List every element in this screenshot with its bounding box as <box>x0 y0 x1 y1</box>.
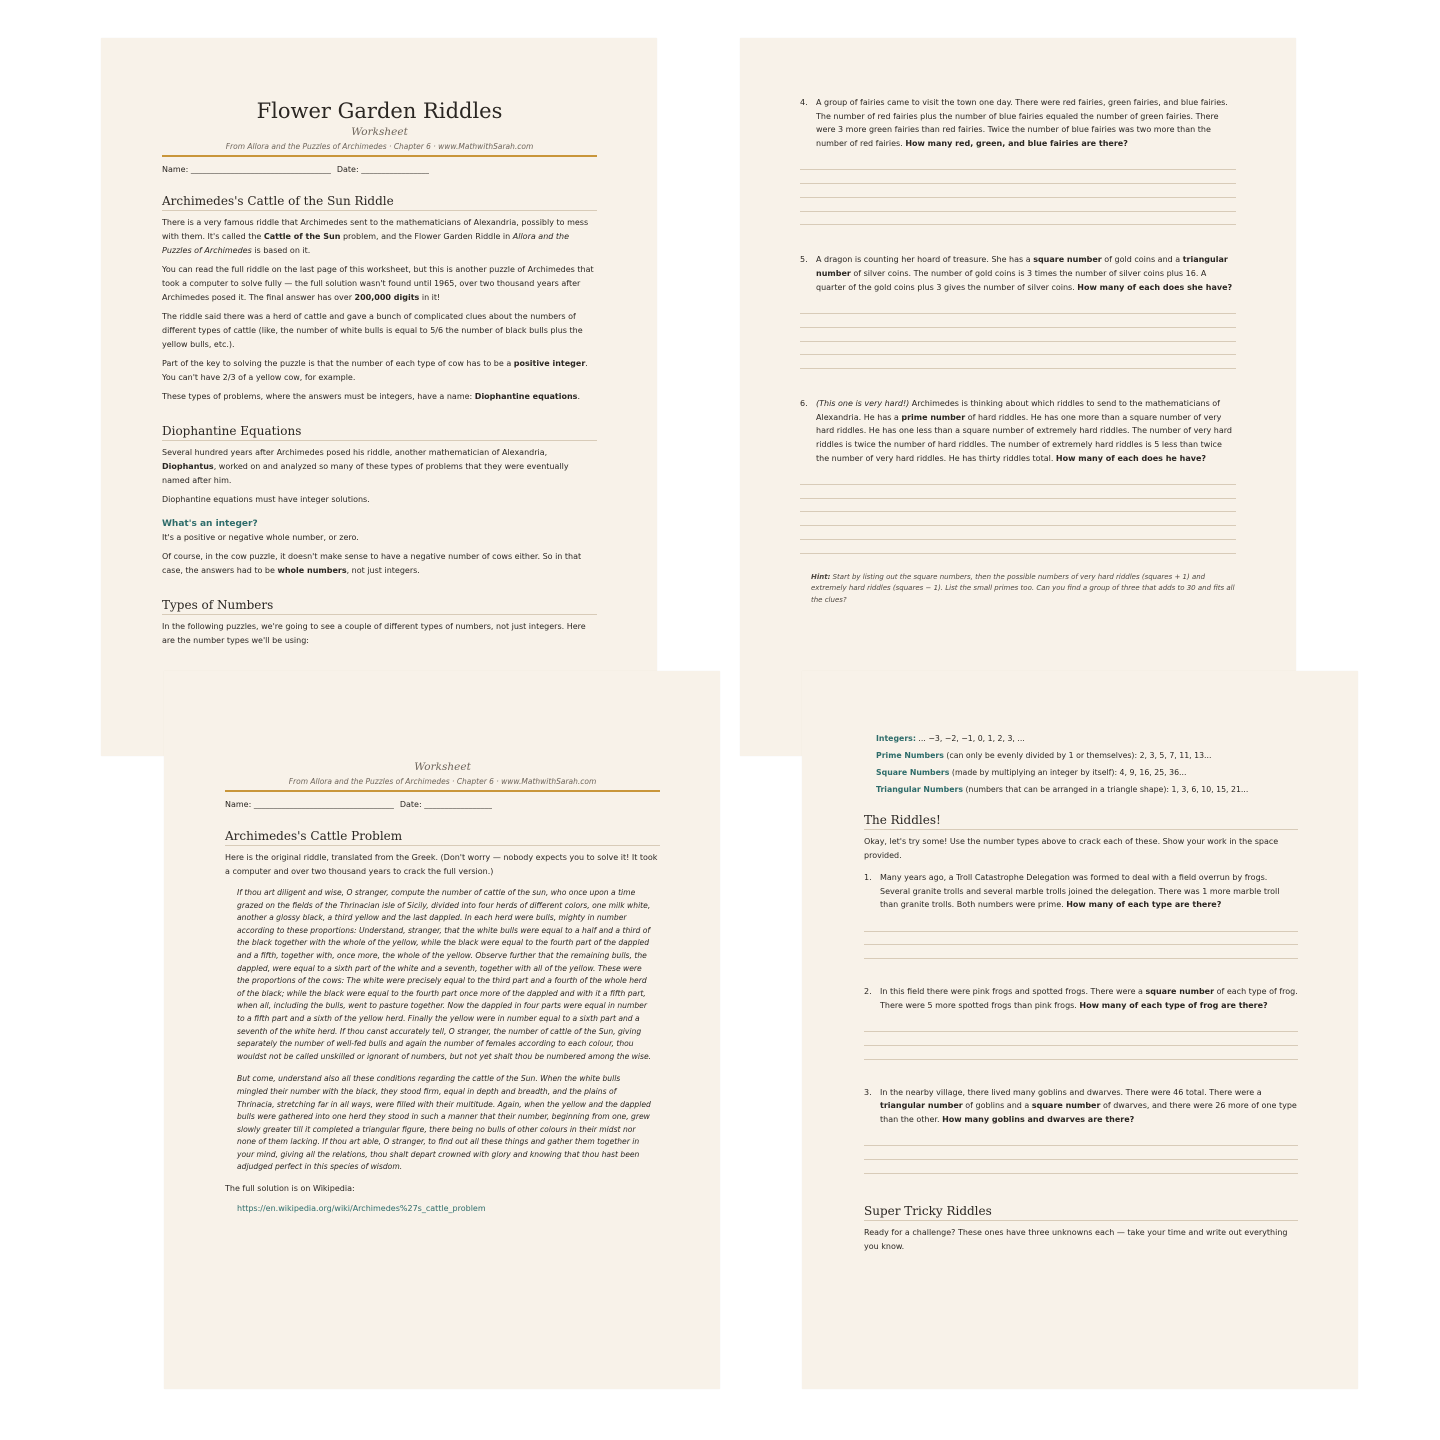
problem-6: 6. (This one is very hard!) Archimedes is thinking about which riddles to send to the mathematicians of Alexandria. He has a prime number of hard riddles. He has one more than a square number of very hard riddles. He has one less than a square number of extremely hard riddles. The number of very hard riddles is twice the number of hard riddles. The number of extremely hard riddles is 5 less than twice the number of very hard riddles. He has thirty riddles total. How many of each does he have? <box>800 399 1232 463</box>
source-line: From Allora and the Puzzles of Archimedes · Chapter 6 · www.MathwithSarah.com <box>288 777 597 786</box>
section-heading: Archimedes's Cattle of the Sun Riddle <box>162 194 597 211</box>
paragraph: Several hundred years after Archimedes posed his riddle, another mathematician of Alexandria, Diophantus, worked on and analyzed so many of these types of problems that they were eventually named after him. <box>162 448 569 485</box>
answer-lines[interactable] <box>800 471 1236 554</box>
hint-note: Hint: Start by listing out the square numbers, then the possible numbers of very hard riddles (squares + 1) and extremely hard riddles (squares − 1). List the small primes too. Can you find a group of three that adds to 30 and fits all the clues? <box>811 572 1235 604</box>
paragraph: These types of problems, where the answers must be integers, have a name: Diophantine equations. <box>162 392 580 401</box>
answer-lines[interactable] <box>864 1018 1298 1059</box>
wikipedia-link[interactable]: https://en.wikipedia.org/wiki/Archimedes%27s_cattle_problem <box>237 1204 486 1214</box>
header-rule <box>162 155 597 157</box>
number-types-list <box>876 732 1298 797</box>
answer-lines[interactable] <box>800 156 1236 225</box>
paragraph: In the following puzzles, we're going to see a couple of different types of numbers, not just integers. Here are the number types we'll be using: <box>162 622 586 645</box>
name-date-row <box>225 800 660 809</box>
paragraph: Of course, in the cow puzzle, it doesn't make sense to have a negative number of cows either. So in that case, the answers had to be whole numbers, not just integers. <box>162 552 582 575</box>
name-date-row <box>162 165 597 174</box>
worksheet-page-2 <box>740 38 1296 756</box>
section-heading: Types of Numbers <box>162 598 597 615</box>
section-heading: The Riddles! <box>864 813 1298 830</box>
header-rule <box>225 790 660 792</box>
problem-5: 5. A dragon is counting her hoard of treasure. She has a square number of gold coins and a triangular number of silver coins. The number of gold coins is 3 times the number of silver coins plus 16. A quarter of the gold coins plus 3 gives the number of silver coins. How many of each does she have? <box>800 255 1233 292</box>
problem-3: 3. In the nearby village, there lived many goblins and dwarves. There were 46 total. There were a triangular number of goblins and a square number of dwarves, and there were 26 more of one type than the other. How many goblins and dwarves are there? <box>864 1087 1297 1124</box>
answer-lines[interactable] <box>864 918 1298 959</box>
list-item: Prime Numbers (can only be evenly divided by 1 or themselves): 2, 3, 5, 7, 11, 13... <box>876 751 1212 760</box>
section-heading: Diophantine Equations <box>162 424 597 441</box>
riddle-quote: But come, understand also all these conditions regarding the cattle of the Sun. When the white bulls mingled their number with the black, they stood firm, equal in depth and breadth, and the plains of Thrinacia, stretching far in all ways, were filled with their multitude. Again, when the yellow and the dappled bulls were gathered into one herd they stood in such a manner that their number, beginning from one, grew slowly greater till it completed a triangular figure, there being no bulls of other colours in their midst nor none of them lacking. If thou art able, O stranger, to find out all these things and gather them together in your mind, giving all the relations, thou shalt depart crowned with glory and knowing that thou hast been adjudged perfect in this species of wisdom. <box>237 1074 651 1172</box>
page-title: Flower Garden Riddles <box>256 99 503 123</box>
paragraph: The full solution is on Wikipedia: <box>225 1184 355 1194</box>
worksheet-page-4 <box>802 671 1358 1389</box>
worksheet-page-3 <box>164 671 720 1389</box>
paragraph: Diophantine equations must have integer solutions. <box>162 495 370 504</box>
answer-lines[interactable] <box>800 300 1236 369</box>
section-heading: Archimedes's Cattle Problem <box>225 829 660 846</box>
problem-1: 1. Many years ago, a Troll Catastrophe Delegation was formed to deal with a field overrun by frogs. Several granite trolls and several marble trolls joined the delegation. There was 1 more marble troll than granite trolls. Both numbers were prime. How many of each type are there? <box>864 873 1280 910</box>
problem-4: 4. A group of fairies came to visit the town one day. There were red fairies, green fairies, and blue fairies. The number of red fairies plus the number of blue fairies equaled the number of green fairies. There were 3 more green fairies than red fairies. Twice the number of blue fairies was two more than the number of red fairies. How many red, green, and blue fairies are there? <box>800 98 1228 148</box>
paragraph: It's a positive or negative whole number, or zero. <box>162 533 359 542</box>
name-field[interactable]: Name: ___________________________________ <box>162 165 331 174</box>
worksheet-page-1 <box>101 38 657 756</box>
riddle-quote: If thou art diligent and wise, O stranger, compute the number of cattle of the sun, who once upon a time grazed on the fields of the Thrinacian isle of Sicily, divided into four herds of different colors, one milk white, another a glossy black, a third yellow and the last dappled. In each herd were bulls, mighty in number according to these proportions: Understand, stranger, that the white bulls were equal to a half and a third of the black together with the whole of the yellow, while the black were equal to the fourth part of the dappled and a fifth, together with, once more, the whole of the yellow. Observe further that the remaining bulls, the dappled, were equal to a sixth part of the white and a seventh, together with all of the yellow. These were the proportions of the cows: The white were precisely equal to the third part and a fourth of the whole herd of the black; while the black were equal to the fourth part once more of the dappled and with it a fifth part, when all, including the bulls, went to pasture together. Now the dappled in four parts were equal in number to a fifth part and a sixth of the yellow herd. Finally the yellow were in number equal to a sixth part and a seventh of the white herd. If thou canst accurately tell, O stranger, the number of cattle of the Sun, giving separately the number of well-fed bulls and again the number of females according to each colour, thou wouldst not be called unskilled or ignorant of numbers, but not yet shalt thou be numbered among the wise. <box>237 888 652 1061</box>
problem-2: 2. In this field there were pink frogs and spotted frogs. There were a square number of each type of frog. There were 5 more spotted frogs than pink frogs. How many of each type of frog are there? <box>864 987 1298 1010</box>
paragraph: The riddle said there was a herd of cattle and gave a bunch of complicated clues about the numbers of different types of cattle (like, the number of white bulls is equal to 5/6 the number of black bulls plus the yellow bulls, etc.). <box>162 312 583 349</box>
section-heading: Super Tricky Riddles <box>864 1204 1298 1221</box>
paragraph: Here is the original riddle, translated from the Greek. (Don't worry — nobody expects you to solve it! It took a computer and over two thousand years to crack the full version.) <box>225 853 658 876</box>
answer-lines[interactable] <box>864 1133 1298 1174</box>
paragraph: Ready for a challenge? These ones have three unknowns each — take your time and write out everything you know. <box>864 1227 1288 1251</box>
source-line: From Allora and the Puzzles of Archimedes · Chapter 6 · www.MathwithSarah.com <box>225 142 534 151</box>
page-subtitle: Worksheet <box>351 126 408 138</box>
paragraph: You can read the full riddle on the last page of this worksheet, but this is another puzzle of Archimedes that took a computer to solve fully — the full solution wasn't found until 1965, over two thousand years after Archimedes posed it. The final answer has over 200,000 digits in it! <box>162 265 594 302</box>
subheading: What's an integer? <box>162 519 258 529</box>
date-field[interactable]: Date: _________________ <box>336 165 430 174</box>
list-item: Square Numbers (made by multiplying an integer by itself): 4, 9, 16, 25, 36... <box>876 768 1187 777</box>
paragraph: Okay, let's try some! Use the number types above to crack each of these. Show your work in the space provided. <box>864 837 1279 860</box>
paragraph: There is a very famous riddle that Archimedes sent to the mathematicians of Alexandria, possibly to mess with them. It's called the Cattle of the Sun problem, and the Flower Garden Riddle in Allora and the Puzzles of Archimedes is based on it. <box>162 218 589 255</box>
list-item: Integers: ... −3, −2, −1, 0, 1, 2, 3, ... <box>876 734 1025 743</box>
list-item: Triangular Numbers (numbers that can be arranged in a triangle shape): 1, 3, 6, 10, 15, 21... <box>876 785 1249 794</box>
page-subtitle: Worksheet <box>414 761 471 773</box>
paragraph: Part of the key to solving the puzzle is that the number of each type of cow has to be a positive integer. You can't have 2/3 of a yellow cow, for example. <box>162 359 588 382</box>
date-field[interactable]: Date: _________________ <box>399 800 493 809</box>
name-field[interactable]: Name: ___________________________________ <box>225 800 394 809</box>
